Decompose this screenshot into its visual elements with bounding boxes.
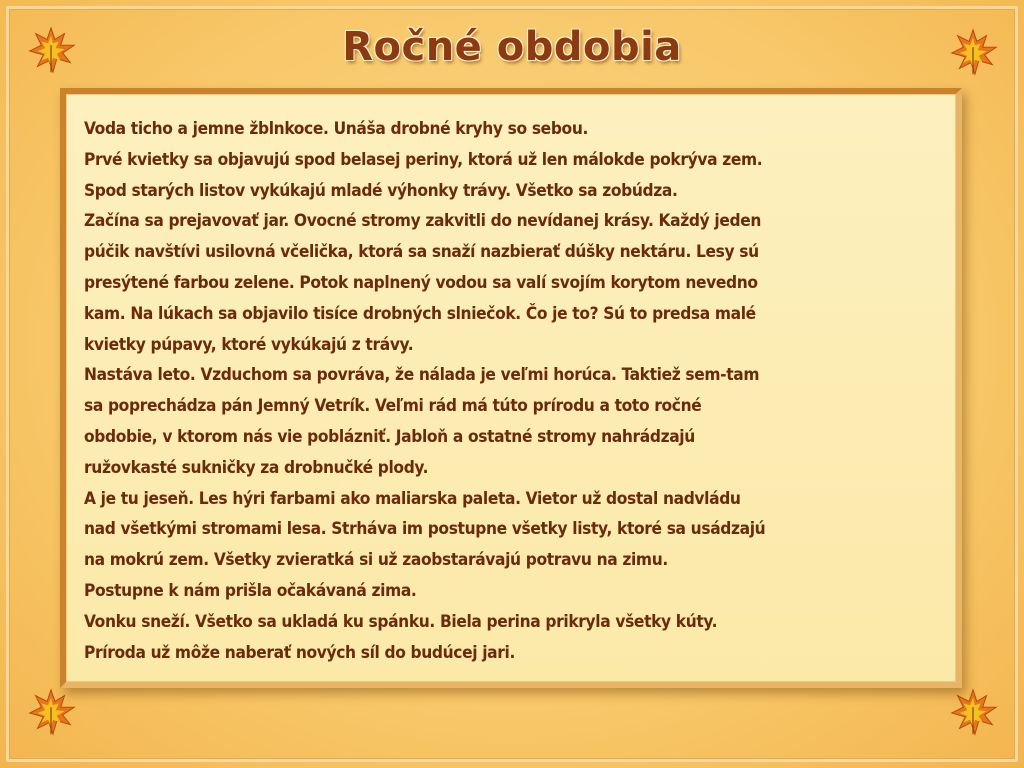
text-line: Vonku sneží. Všetko sa ukladá ku spánku. Biela perina prikryla všetky kúty. xyxy=(84,611,718,632)
text-panel xyxy=(60,88,962,688)
autumn-leaves-icon xyxy=(944,24,1002,82)
text-body xyxy=(84,114,944,668)
text-line: nad všetkými stromami lesa. Strháva im postupne všetky listy, ktoré sa usádzajú xyxy=(84,519,766,540)
text-line: sa poprechádza pán Jemný Vetrík. Veľmi rád má túto prírodu a toto ročné xyxy=(84,396,702,417)
text-line: Voda ticho a jemne žblnkoce. Unáša drobné kryhy so sebou. xyxy=(84,119,588,139)
autumn-leaves-icon xyxy=(944,684,1002,742)
text-line: Príroda už môže naberať nových síl do budúcej jari. xyxy=(84,642,515,663)
autumn-leaves-icon xyxy=(22,22,80,80)
text-line: púčik navštívi usilovná včelička, ktorá sa snaží nazbierať dúšky nektáru. Lesy sú xyxy=(84,242,759,263)
text-line: presýtené farbou zelene. Potok naplnený vodou sa valí svojím korytom nevedno xyxy=(84,272,758,293)
text-line: Nastáva leto. Vzduchom sa povráva, že nálada je veľmi horúca. Taktiež sem-tam xyxy=(84,365,760,386)
text-line: obdobie, v ktorom nás vie poblázniť. Jabloň a ostatné stromy nahrádzajú xyxy=(84,426,695,447)
slide-title: Ročné obdobia xyxy=(342,24,682,70)
text-line: ružovkasté sukničky za drobnučké plody. xyxy=(84,457,429,478)
text-line: Začína sa prejavovať jar. Ovocné stromy zakvitli do nevídanej krásy. Každý jeden xyxy=(84,211,761,232)
text-line: Postupne k nám prišla očakávaná zima. xyxy=(84,580,417,601)
text-line: Prvé kvietky sa objavujú spod belasej periny, ktorá už len málokde pokrýva zem. xyxy=(84,149,763,170)
text-line: kam. Na lúkach sa objavilo tisíce drobných slniečok. Čo je to? Sú to predsa malé xyxy=(84,303,756,324)
text-line: kvietky púpavy, ktoré vykúkajú z trávy. xyxy=(84,334,414,355)
text-line: A je tu jeseň. Les hýri farbami ako maliarska paleta. Vietor už dostal nadvládu xyxy=(84,488,741,509)
autumn-leaves-icon xyxy=(22,684,80,742)
text-line: na mokrú zem. Všetky zvieratká si už zaobstarávajú potravu na zimu. xyxy=(84,550,668,571)
text-line: Spod starých listov vykúkajú mladé výhonky trávy. Všetko sa zobúdza. xyxy=(84,180,678,201)
